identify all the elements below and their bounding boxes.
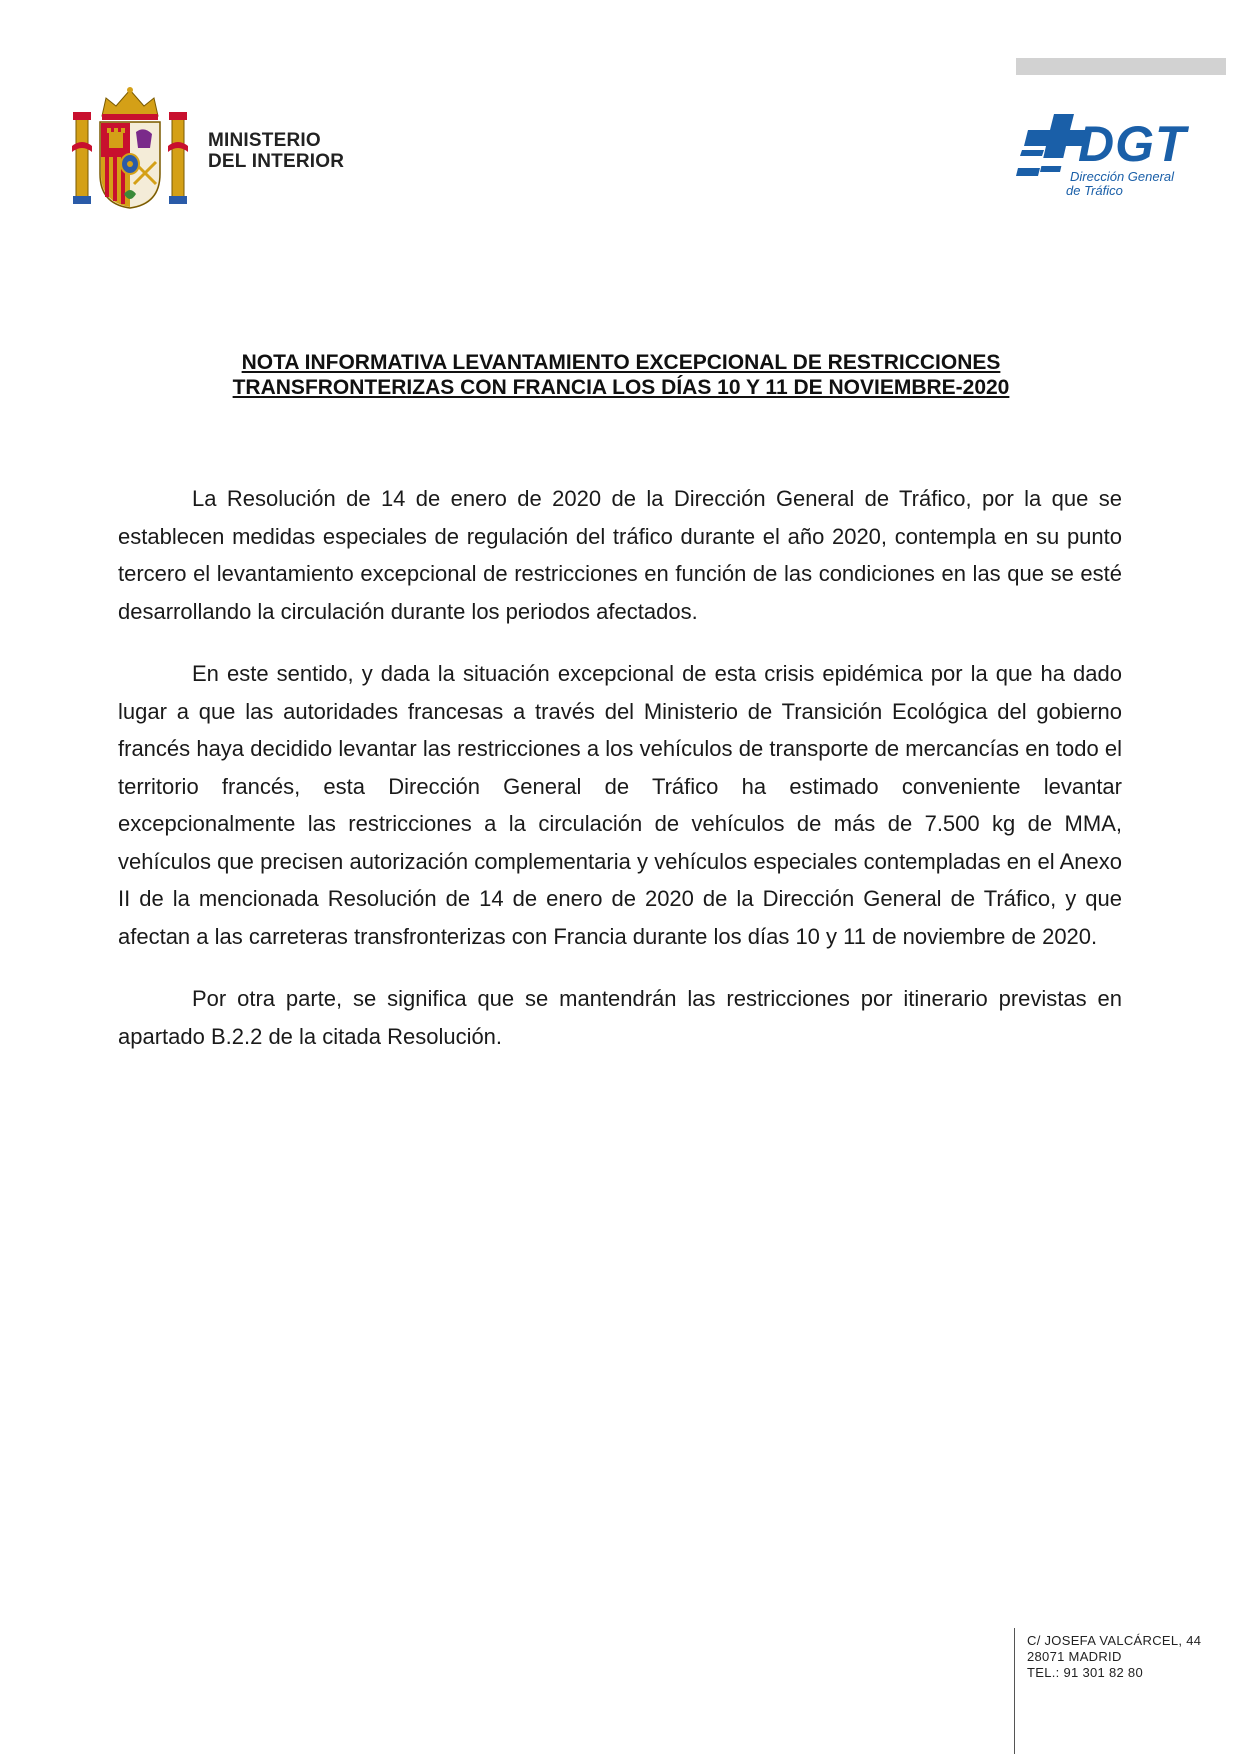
ministry-name — [208, 130, 344, 172]
dgt-subtitle — [1066, 169, 1175, 198]
footer-address — [1027, 1633, 1201, 1681]
paragraph-3: Por otra parte, se significa que se mantendrán las restricciones por itinerario previstas en apartado B.2.2 de la citada Resolución. — [118, 986, 1122, 1049]
ministry-line1: MINISTERIO — [208, 130, 321, 151]
header-gray-bar — [1016, 58, 1226, 75]
paragraph-1: La Resolución de 14 de enero de 2020 de la Dirección General de Tráfico, por la que se establecen medidas especiales de regulación del tráfico durante el año 2020, contempla en su punto tercero el levantamiento excepcional de restricciones en función de las condiciones en las que se esté desarrollando la circulación durante los periodos afectados. — [118, 486, 1122, 624]
spanish-coat-of-arms-icon — [72, 86, 188, 210]
dgt-logo-text: DGT — [1078, 116, 1187, 172]
address-line3: TEL.: 91 301 82 80 — [1027, 1665, 1143, 1680]
dgt-sub-line2: de Tráfico — [1066, 183, 1123, 198]
footer-divider — [1014, 1628, 1015, 1754]
title-line2: TRANSFRONTERIZAS CON FRANCIA LOS DÍAS 10 Y 11 DE NOVIEMBRE-2020 — [232, 376, 1010, 399]
dgt-sub-line1: Dirección General — [1070, 169, 1175, 184]
address-line2: 28071 MADRID — [1027, 1649, 1122, 1664]
address-line1: C/ JOSEFA VALCÁRCEL, 44 — [1027, 1633, 1202, 1648]
paragraph-2: En este sentido, y dada la situación excepcional de esta crisis epidémica por la que ha dado lugar a que las autoridades francesas a través del Ministerio de Transición Ecológica del gobierno francés haya decidido levantar las restricciones a los vehículos de transporte de mercancías en todo el territorio francés, esta Dirección General de Tráfico ha estimado conveniente levantar excepcionalmente las restricciones a la circulación de vehículos de más de 7.500 kg de MMA, vehículos que precisen autorización complementaria y vehículos especiales contempladas en el Anexo II de la mencionada Resolución de 14 de enero de 2020 de la Dirección General de Tráfico, y que afectan a las carreteras transfronterizas con Francia durante los días 10 y 11 de noviembre de 2020. — [118, 661, 1122, 949]
document-title — [118, 350, 1124, 400]
document-body — [118, 480, 1122, 1080]
ministry-line2: DEL INTERIOR — [208, 151, 345, 172]
title-line1: NOTA INFORMATIVA LEVANTAMIENTO EXCEPCIONAL DE RESTRICCIONES — [241, 351, 1001, 374]
